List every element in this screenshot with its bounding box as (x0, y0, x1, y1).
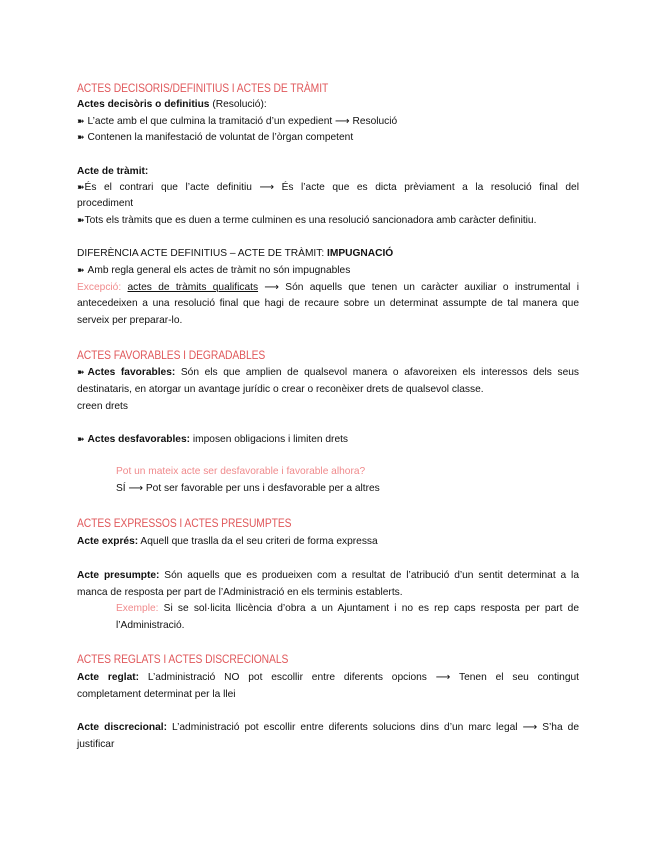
arrow-bullet-icon: ➽ (77, 265, 85, 275)
presumpte-title: Acte presumpte: (77, 570, 160, 581)
section-heading-favorables: ACTES FAVORABLES I DEGRADABLES (77, 348, 266, 362)
decisoris-bullet-1: L’acte amb el que culmina la tramitació d’un expedient ⟶ Resolució (87, 116, 398, 127)
decisoris-title-rest: (Resolució): (209, 99, 267, 110)
arrow-bullet-icon: ➽ (77, 182, 85, 192)
tramit-bullet-1-line-1 (77, 181, 579, 194)
presumpte-line-2: manca de resposta per part de l’Administració en els terminis establerts. (77, 587, 403, 598)
section-heading-decisoris: ACTES DECISORIS/DEFINITIUS I ACTES DE TRÀMIT (77, 81, 329, 95)
list-item (77, 214, 579, 227)
tramit-bullet-2: Tots els tràmits que es duen a terme culminen es una resolució sancionadora amb caràcter definitiu. (84, 215, 537, 226)
expres-title: Acte exprés: (77, 536, 139, 547)
reglat-line-2: completament determinat per la llei (77, 689, 236, 700)
favorables-rest: Són els que amplien de qualsevol manera o afavoreixen els interessos dels seus (175, 367, 579, 378)
presumpte-rest: Són aquells que es produeixen com a resultat de l’atribució d’un sentit determinat a la (159, 570, 579, 581)
reglat-rest: L’administració NO pot escollir entre diferents opcions ⟶ Tenen el seu contingut (139, 672, 579, 683)
arrow-bullet-icon: ➽ (77, 116, 85, 126)
favorables-line-3: creen drets (77, 401, 128, 412)
exemple-label: Exemple: (116, 603, 159, 614)
question-line: Pot un mateix acte ser desfavorable i favorable alhora? (116, 466, 366, 477)
excepcio-rest: ⟶ Són aquells que tenen un caràcter auxiliar o instrumental i (258, 282, 579, 293)
arrow-bullet-icon: ➽ (77, 367, 85, 377)
arrow-bullet-icon: ➽ (77, 434, 85, 444)
exemple-line-1 (116, 602, 579, 615)
reglat-title: Acte reglat: (77, 672, 140, 683)
favorables-line-2: destinataris, en atorgar un avantage jurídic o crear o reconèixer drets de qualsevol classe. (77, 384, 484, 395)
arrow-bullet-icon: ➽ (77, 132, 85, 142)
excepcio-line-1 (77, 281, 579, 294)
desfavorables-line (77, 433, 579, 446)
decisoris-title-line (77, 98, 579, 111)
discrecional-line-2: justificar (77, 739, 115, 750)
excepcio-underlined: actes de tràmits qualificats (127, 282, 259, 293)
reglat-line-1 (77, 671, 579, 684)
expres-line (77, 535, 579, 548)
section-heading-reglats: ACTES REGLATS I ACTES DISCRECIONALS (77, 652, 289, 666)
list-item (77, 131, 579, 144)
diferencia-prefix: DIFERÈNCIA ACTE DEFINITIUS – ACTE DE TRÀMIT: (77, 248, 328, 259)
diferencia-bullet-1: Amb regla general els actes de tràmit no són impugnables (87, 265, 351, 276)
exemple-rest: Si se sol·licita llicència d’obra a un Ajuntament i no es rep caps resposta per part de (158, 603, 579, 614)
diferencia-bold: IMPUGNACIÓ (327, 248, 394, 259)
answer-line: SÍ ⟶ Pot ser favorable per uns i desfavorable per a altres (116, 483, 380, 494)
list-item (77, 264, 579, 277)
desfavorables-rest: imposen obligacions i limiten drets (190, 434, 349, 445)
list-item (77, 115, 579, 128)
decisoris-title: Actes decisòris o definitius (77, 99, 210, 110)
desfavorables-title: Actes desfavorables: (87, 434, 191, 445)
discrecional-title: Acte discrecional: (77, 722, 167, 733)
excepcio-label: Excepció: (77, 282, 122, 293)
section-heading-expressos: ACTES EXPRESSOS I ACTES PRESUMPTES (77, 516, 292, 530)
tramit-bullet-1-line-2: procediment (77, 198, 134, 209)
discrecional-line-1 (77, 721, 579, 734)
expres-rest: Aquell que traslla da el seu criteri de forma expressa (138, 536, 378, 547)
tramit-title: Acte de tràmit: (77, 166, 149, 177)
excepcio-line-3: serveix per preparar-lo. (77, 315, 183, 326)
favorables-line-1 (77, 366, 579, 379)
exemple-line-2: l’Administració. (116, 620, 185, 631)
discrecional-rest: L’administració pot escollir entre diferents solucions dins d’un marc legal ⟶ S’ha de (166, 722, 579, 733)
excepcio-line-2: antecedeixen a una resolució final que hagi de recaure sobre un determinat assumpte de tal manera que (77, 298, 579, 309)
diferencia-line (77, 247, 579, 260)
favorables-title: Actes favorables: (87, 367, 176, 378)
decisoris-bullet-2: Contenen la manifestació de voluntat de l’òrgan competent (87, 132, 354, 143)
arrow-bullet-icon: ➽ (77, 215, 85, 225)
tramit-bullet-1-text: És el contrari que l’acte definitiu ⟶ És l’acte que es dicta prèviament a la resolució final del (84, 182, 579, 193)
presumpte-line-1 (77, 569, 579, 582)
